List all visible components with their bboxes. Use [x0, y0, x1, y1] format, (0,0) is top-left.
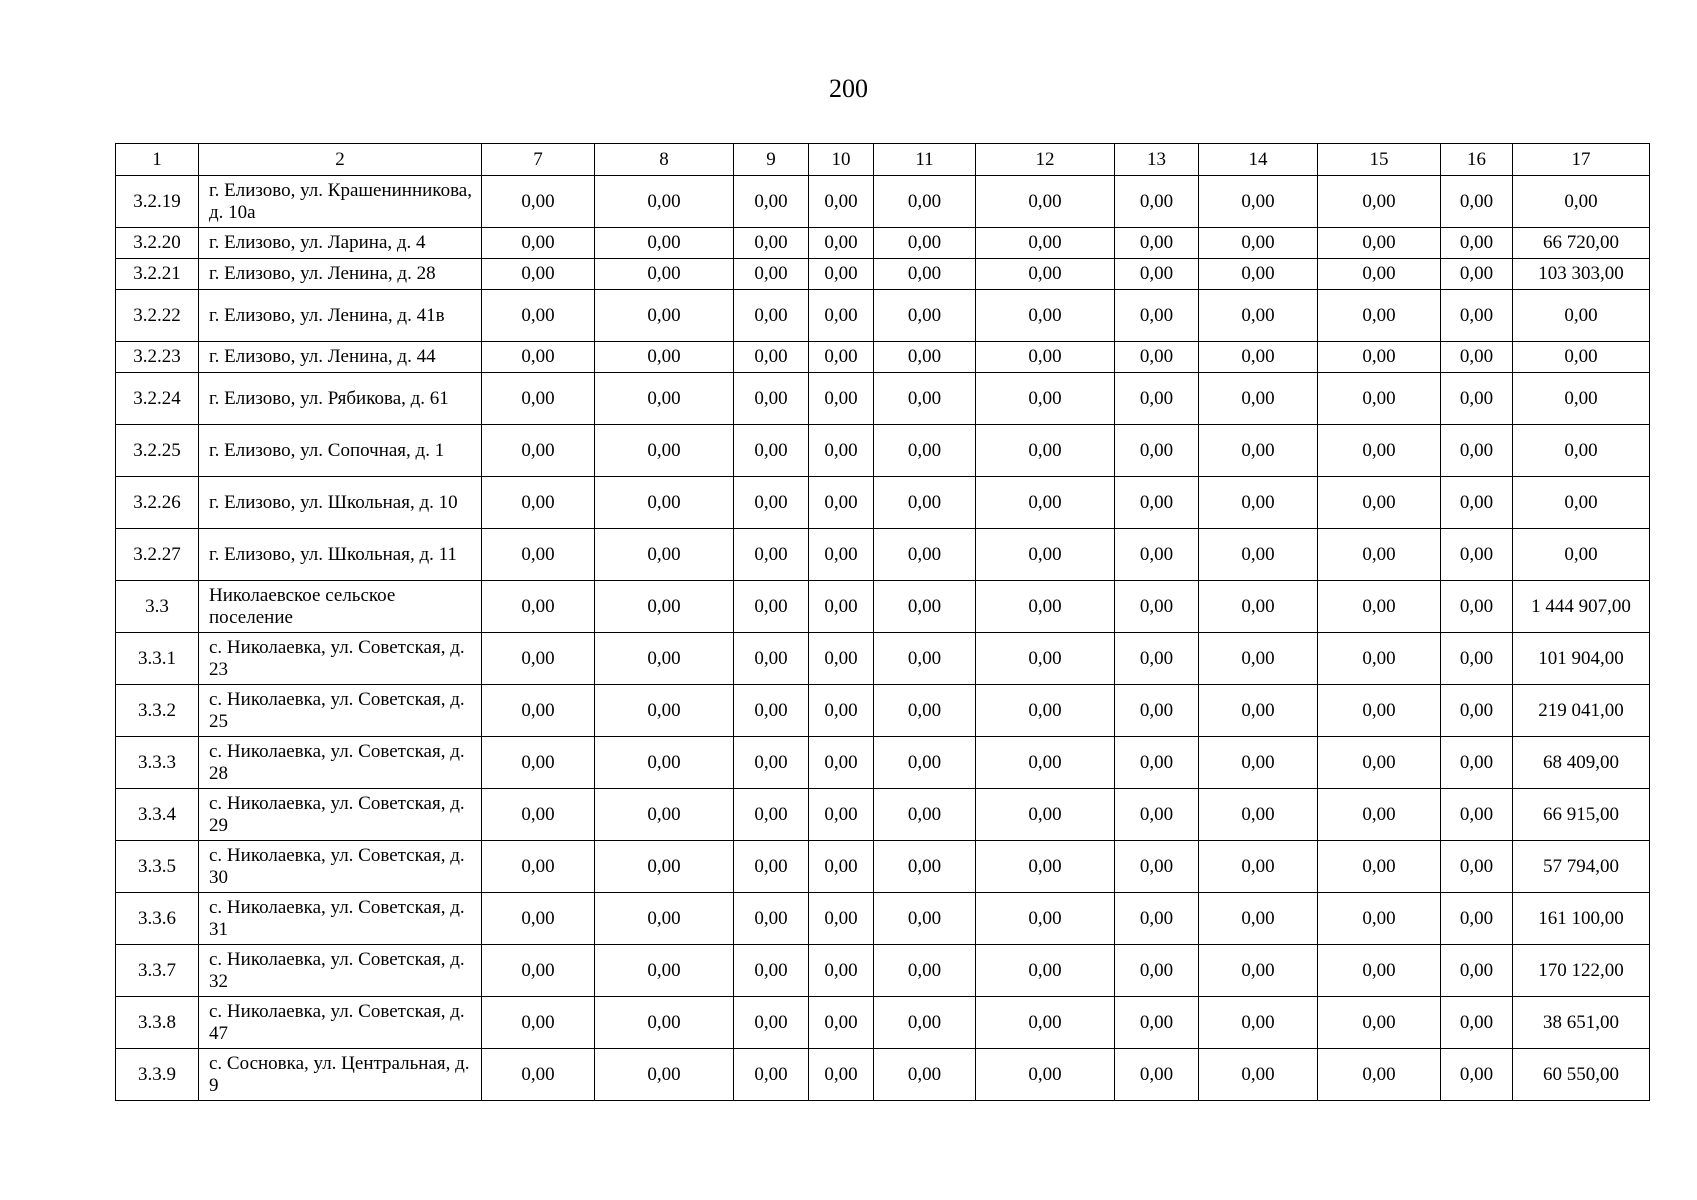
value-cell: 0,00	[1441, 685, 1513, 737]
value-cell: 0,00	[809, 259, 874, 290]
value-cell: 0,00	[595, 425, 734, 477]
value-cell: 0,00	[595, 373, 734, 425]
value-cell: 0,00	[734, 477, 809, 529]
value-cell: 0,00	[734, 425, 809, 477]
table-row	[116, 342, 1650, 373]
value-cell: 0,00	[1513, 290, 1650, 342]
column-header: 8	[595, 144, 734, 176]
address-cell: г. Елизово, ул. Ларина, д. 4	[199, 228, 482, 259]
value-cell: 0,00	[595, 997, 734, 1049]
value-cell: 0,00	[1199, 737, 1318, 789]
value-cell: 0,00	[874, 841, 976, 893]
value-cell: 0,00	[595, 685, 734, 737]
row-number: 3.3	[116, 581, 199, 633]
table-row	[116, 425, 1650, 477]
column-header: 17	[1513, 144, 1650, 176]
value-cell: 0,00	[1441, 529, 1513, 581]
value-cell: 0,00	[1441, 633, 1513, 685]
value-cell: 1 444 907,00	[1513, 581, 1650, 633]
value-cell: 0,00	[874, 373, 976, 425]
table-row	[116, 373, 1650, 425]
column-header: 16	[1441, 144, 1513, 176]
column-header: 9	[734, 144, 809, 176]
address-cell: с. Николаевка, ул. Советская, д. 28	[199, 737, 482, 789]
row-number: 3.2.21	[116, 259, 199, 290]
value-cell: 0,00	[976, 228, 1115, 259]
address-cell: с. Николаевка, ул. Советская, д. 31	[199, 893, 482, 945]
value-cell: 0,00	[595, 737, 734, 789]
column-header: 12	[976, 144, 1115, 176]
value-cell: 0,00	[809, 581, 874, 633]
value-cell: 0,00	[1318, 737, 1441, 789]
value-cell: 0,00	[1318, 685, 1441, 737]
column-header: 2	[199, 144, 482, 176]
value-cell: 0,00	[1513, 373, 1650, 425]
column-header: 13	[1115, 144, 1199, 176]
value-cell: 0,00	[809, 789, 874, 841]
value-cell: 0,00	[976, 789, 1115, 841]
row-number: 3.2.26	[116, 477, 199, 529]
value-cell: 0,00	[734, 737, 809, 789]
value-cell: 0,00	[1199, 477, 1318, 529]
value-cell: 0,00	[1441, 581, 1513, 633]
value-cell: 0,00	[809, 841, 874, 893]
value-cell: 0,00	[1441, 893, 1513, 945]
value-cell: 0,00	[1115, 737, 1199, 789]
value-cell: 0,00	[1115, 228, 1199, 259]
row-number: 3.2.19	[116, 176, 199, 228]
value-cell: 0,00	[976, 373, 1115, 425]
value-cell: 0,00	[734, 789, 809, 841]
value-cell: 0,00	[1115, 342, 1199, 373]
value-cell: 0,00	[482, 997, 595, 1049]
value-cell: 0,00	[1318, 1049, 1441, 1101]
value-cell: 0,00	[1441, 841, 1513, 893]
row-number: 3.2.25	[116, 425, 199, 477]
value-cell: 0,00	[1199, 841, 1318, 893]
value-cell: 0,00	[1513, 342, 1650, 373]
address-cell: г. Елизово, ул. Сопочная, д. 1	[199, 425, 482, 477]
value-cell: 0,00	[976, 425, 1115, 477]
value-cell: 0,00	[874, 945, 976, 997]
value-cell: 0,00	[1199, 290, 1318, 342]
value-cell: 0,00	[595, 581, 734, 633]
value-cell: 0,00	[976, 342, 1115, 373]
value-cell: 0,00	[809, 945, 874, 997]
value-cell: 0,00	[1318, 841, 1441, 893]
value-cell: 0,00	[1199, 789, 1318, 841]
table-row	[116, 841, 1650, 893]
address-cell: с. Николаевка, ул. Советская, д. 30	[199, 841, 482, 893]
value-cell: 0,00	[1513, 425, 1650, 477]
row-number: 3.2.24	[116, 373, 199, 425]
value-cell: 0,00	[874, 259, 976, 290]
address-cell: с. Николаевка, ул. Советская, д. 29	[199, 789, 482, 841]
value-cell: 0,00	[976, 529, 1115, 581]
value-cell: 0,00	[976, 477, 1115, 529]
value-cell: 0,00	[874, 737, 976, 789]
value-cell: 0,00	[1115, 945, 1199, 997]
value-cell: 0,00	[734, 633, 809, 685]
value-cell: 161 100,00	[1513, 893, 1650, 945]
value-cell: 0,00	[1441, 425, 1513, 477]
value-cell: 0,00	[1199, 176, 1318, 228]
value-cell: 0,00	[809, 633, 874, 685]
value-cell: 0,00	[1441, 789, 1513, 841]
value-cell: 0,00	[734, 1049, 809, 1101]
value-cell: 0,00	[482, 789, 595, 841]
value-cell: 66 720,00	[1513, 228, 1650, 259]
value-cell: 0,00	[976, 633, 1115, 685]
value-cell: 0,00	[482, 342, 595, 373]
value-cell: 0,00	[734, 342, 809, 373]
value-cell: 0,00	[1199, 945, 1318, 997]
value-cell: 0,00	[734, 176, 809, 228]
value-cell: 0,00	[976, 1049, 1115, 1101]
value-cell: 0,00	[1318, 789, 1441, 841]
value-cell: 0,00	[1441, 1049, 1513, 1101]
value-cell: 0,00	[734, 945, 809, 997]
data-table	[115, 143, 1650, 1101]
value-cell: 0,00	[976, 841, 1115, 893]
value-cell: 0,00	[809, 893, 874, 945]
value-cell: 0,00	[1115, 1049, 1199, 1101]
value-cell: 0,00	[1115, 425, 1199, 477]
value-cell: 0,00	[1199, 893, 1318, 945]
table-row	[116, 176, 1650, 228]
value-cell: 0,00	[874, 529, 976, 581]
value-cell: 0,00	[874, 685, 976, 737]
value-cell: 0,00	[809, 685, 874, 737]
value-cell: 0,00	[734, 841, 809, 893]
value-cell: 0,00	[874, 789, 976, 841]
value-cell: 0,00	[1441, 290, 1513, 342]
value-cell: 0,00	[976, 259, 1115, 290]
value-cell: 0,00	[1199, 1049, 1318, 1101]
value-cell: 0,00	[809, 477, 874, 529]
value-cell: 219 041,00	[1513, 685, 1650, 737]
value-cell: 0,00	[1115, 633, 1199, 685]
table-row	[116, 893, 1650, 945]
value-cell: 0,00	[1115, 477, 1199, 529]
value-cell: 0,00	[1318, 893, 1441, 945]
value-cell: 0,00	[1441, 259, 1513, 290]
value-cell: 0,00	[1318, 425, 1441, 477]
address-cell: г. Елизово, ул. Ленина, д. 28	[199, 259, 482, 290]
column-header: 15	[1318, 144, 1441, 176]
value-cell: 0,00	[595, 342, 734, 373]
value-cell: 0,00	[1115, 373, 1199, 425]
page-number: 200	[829, 74, 868, 103]
value-cell: 60 550,00	[1513, 1049, 1650, 1101]
value-cell: 0,00	[1318, 342, 1441, 373]
address-cell: с. Николаевка, ул. Советская, д. 23	[199, 633, 482, 685]
value-cell: 0,00	[482, 1049, 595, 1101]
value-cell: 0,00	[734, 685, 809, 737]
value-cell: 103 303,00	[1513, 259, 1650, 290]
value-cell: 0,00	[1513, 176, 1650, 228]
table-row	[116, 259, 1650, 290]
value-cell: 0,00	[1199, 228, 1318, 259]
value-cell: 0,00	[809, 425, 874, 477]
value-cell: 0,00	[734, 997, 809, 1049]
address-cell: г. Елизово, ул. Школьная, д. 11	[199, 529, 482, 581]
value-cell: 0,00	[874, 997, 976, 1049]
table-row	[116, 685, 1650, 737]
address-cell: г. Елизово, ул. Школьная, д. 10	[199, 477, 482, 529]
value-cell: 0,00	[1199, 342, 1318, 373]
value-cell: 0,00	[809, 228, 874, 259]
value-cell: 0,00	[1318, 945, 1441, 997]
value-cell: 0,00	[1318, 176, 1441, 228]
row-number: 3.3.4	[116, 789, 199, 841]
value-cell: 0,00	[1115, 841, 1199, 893]
address-cell: г. Елизово, ул. Рябикова, д. 61	[199, 373, 482, 425]
table-row	[116, 290, 1650, 342]
value-cell: 0,00	[1115, 290, 1199, 342]
value-cell: 0,00	[1441, 737, 1513, 789]
value-cell: 0,00	[976, 176, 1115, 228]
value-cell: 0,00	[874, 633, 976, 685]
column-header: 14	[1199, 144, 1318, 176]
value-cell: 0,00	[482, 176, 595, 228]
value-cell: 0,00	[734, 373, 809, 425]
value-cell: 0,00	[482, 633, 595, 685]
value-cell: 0,00	[874, 176, 976, 228]
address-cell: г. Елизово, ул. Ленина, д. 41в	[199, 290, 482, 342]
value-cell: 170 122,00	[1513, 945, 1650, 997]
address-cell: г. Елизово, ул. Крашенинникова, д. 10а	[199, 176, 482, 228]
value-cell: 0,00	[595, 893, 734, 945]
value-cell: 0,00	[1115, 997, 1199, 1049]
row-number: 3.3.7	[116, 945, 199, 997]
value-cell: 0,00	[874, 290, 976, 342]
value-cell: 0,00	[1513, 477, 1650, 529]
value-cell: 0,00	[976, 893, 1115, 945]
value-cell: 0,00	[1199, 373, 1318, 425]
value-cell: 0,00	[595, 1049, 734, 1101]
value-cell: 0,00	[1199, 997, 1318, 1049]
row-number: 3.2.23	[116, 342, 199, 373]
value-cell: 0,00	[595, 477, 734, 529]
value-cell: 0,00	[482, 893, 595, 945]
row-number: 3.2.20	[116, 228, 199, 259]
value-cell: 0,00	[874, 477, 976, 529]
value-cell: 0,00	[976, 290, 1115, 342]
table-row	[116, 581, 1650, 633]
value-cell: 0,00	[809, 176, 874, 228]
value-cell: 0,00	[595, 290, 734, 342]
value-cell: 0,00	[482, 373, 595, 425]
value-cell: 0,00	[1513, 529, 1650, 581]
value-cell: 0,00	[482, 685, 595, 737]
value-cell: 0,00	[734, 290, 809, 342]
value-cell: 0,00	[734, 893, 809, 945]
value-cell: 0,00	[809, 290, 874, 342]
value-cell: 0,00	[809, 737, 874, 789]
value-cell: 0,00	[734, 228, 809, 259]
value-cell: 0,00	[1318, 581, 1441, 633]
value-cell: 38 651,00	[1513, 997, 1650, 1049]
value-cell: 0,00	[482, 581, 595, 633]
row-number: 3.3.8	[116, 997, 199, 1049]
value-cell: 0,00	[1115, 789, 1199, 841]
value-cell: 0,00	[874, 342, 976, 373]
table-row	[116, 997, 1650, 1049]
address-cell: с. Николаевка, ул. Советская, д. 25	[199, 685, 482, 737]
value-cell: 0,00	[874, 228, 976, 259]
value-cell: 0,00	[874, 893, 976, 945]
value-cell: 0,00	[1441, 228, 1513, 259]
value-cell: 0,00	[482, 477, 595, 529]
value-cell: 0,00	[1318, 997, 1441, 1049]
value-cell: 0,00	[1115, 893, 1199, 945]
table-row	[116, 789, 1650, 841]
row-number: 3.3.3	[116, 737, 199, 789]
table-row	[116, 945, 1650, 997]
value-cell: 0,00	[595, 633, 734, 685]
value-cell: 0,00	[1441, 945, 1513, 997]
table-row	[116, 477, 1650, 529]
value-cell: 0,00	[482, 259, 595, 290]
address-cell: с. Сосновка, ул. Центральная, д. 9	[199, 1049, 482, 1101]
column-header: 1	[116, 144, 199, 176]
address-cell: с. Николаевка, ул. Советская, д. 47	[199, 997, 482, 1049]
table-body	[116, 144, 1650, 1101]
value-cell: 0,00	[1115, 581, 1199, 633]
value-cell: 0,00	[874, 1049, 976, 1101]
value-cell: 0,00	[482, 841, 595, 893]
value-cell: 0,00	[1115, 176, 1199, 228]
row-number: 3.3.1	[116, 633, 199, 685]
value-cell: 0,00	[482, 425, 595, 477]
row-number: 3.3.9	[116, 1049, 199, 1101]
column-header: 11	[874, 144, 976, 176]
value-cell: 0,00	[1199, 685, 1318, 737]
value-cell: 66 915,00	[1513, 789, 1650, 841]
value-cell: 0,00	[1199, 581, 1318, 633]
value-cell: 0,00	[1199, 633, 1318, 685]
value-cell: 0,00	[482, 290, 595, 342]
value-cell: 0,00	[1441, 176, 1513, 228]
value-cell: 0,00	[874, 581, 976, 633]
address-cell: с. Николаевка, ул. Советская, д. 32	[199, 945, 482, 997]
value-cell: 0,00	[595, 945, 734, 997]
value-cell: 0,00	[595, 176, 734, 228]
value-cell: 0,00	[1318, 373, 1441, 425]
value-cell: 0,00	[1115, 529, 1199, 581]
column-header: 7	[482, 144, 595, 176]
value-cell: 0,00	[482, 529, 595, 581]
header-row	[116, 144, 1650, 176]
value-cell: 0,00	[1318, 529, 1441, 581]
value-cell: 0,00	[595, 529, 734, 581]
value-cell: 0,00	[976, 737, 1115, 789]
row-number: 3.3.2	[116, 685, 199, 737]
value-cell: 0,00	[1318, 259, 1441, 290]
value-cell: 0,00	[1199, 259, 1318, 290]
value-cell: 0,00	[1318, 290, 1441, 342]
row-number: 3.3.5	[116, 841, 199, 893]
value-cell: 0,00	[809, 1049, 874, 1101]
table-row	[116, 633, 1650, 685]
value-cell: 0,00	[1441, 477, 1513, 529]
value-cell: 0,00	[595, 228, 734, 259]
value-cell: 0,00	[976, 685, 1115, 737]
value-cell: 0,00	[1441, 373, 1513, 425]
value-cell: 0,00	[809, 373, 874, 425]
value-cell: 0,00	[976, 581, 1115, 633]
address-cell: Николаевское сельское поселение	[199, 581, 482, 633]
value-cell: 0,00	[809, 529, 874, 581]
value-cell: 0,00	[482, 737, 595, 789]
value-cell: 0,00	[1115, 259, 1199, 290]
column-header: 10	[809, 144, 874, 176]
value-cell: 0,00	[1199, 425, 1318, 477]
value-cell: 0,00	[734, 529, 809, 581]
value-cell: 0,00	[1318, 477, 1441, 529]
table-row	[116, 228, 1650, 259]
value-cell: 0,00	[1318, 228, 1441, 259]
value-cell: 0,00	[874, 425, 976, 477]
value-cell: 0,00	[809, 997, 874, 1049]
row-number: 3.2.22	[116, 290, 199, 342]
value-cell: 101 904,00	[1513, 633, 1650, 685]
table-row	[116, 529, 1650, 581]
value-cell: 0,00	[1441, 342, 1513, 373]
value-cell: 0,00	[1318, 633, 1441, 685]
address-cell: г. Елизово, ул. Ленина, д. 44	[199, 342, 482, 373]
table-row	[116, 1049, 1650, 1101]
value-cell: 0,00	[976, 997, 1115, 1049]
row-number: 3.2.27	[116, 529, 199, 581]
value-cell: 0,00	[1115, 685, 1199, 737]
value-cell: 68 409,00	[1513, 737, 1650, 789]
value-cell: 0,00	[976, 945, 1115, 997]
value-cell: 0,00	[734, 581, 809, 633]
value-cell: 0,00	[1441, 997, 1513, 1049]
table-row	[116, 737, 1650, 789]
value-cell: 0,00	[595, 259, 734, 290]
row-number: 3.3.6	[116, 893, 199, 945]
value-cell: 0,00	[1199, 529, 1318, 581]
value-cell: 57 794,00	[1513, 841, 1650, 893]
value-cell: 0,00	[809, 342, 874, 373]
value-cell: 0,00	[595, 789, 734, 841]
value-cell: 0,00	[734, 259, 809, 290]
value-cell: 0,00	[482, 228, 595, 259]
value-cell: 0,00	[595, 841, 734, 893]
value-cell: 0,00	[482, 945, 595, 997]
